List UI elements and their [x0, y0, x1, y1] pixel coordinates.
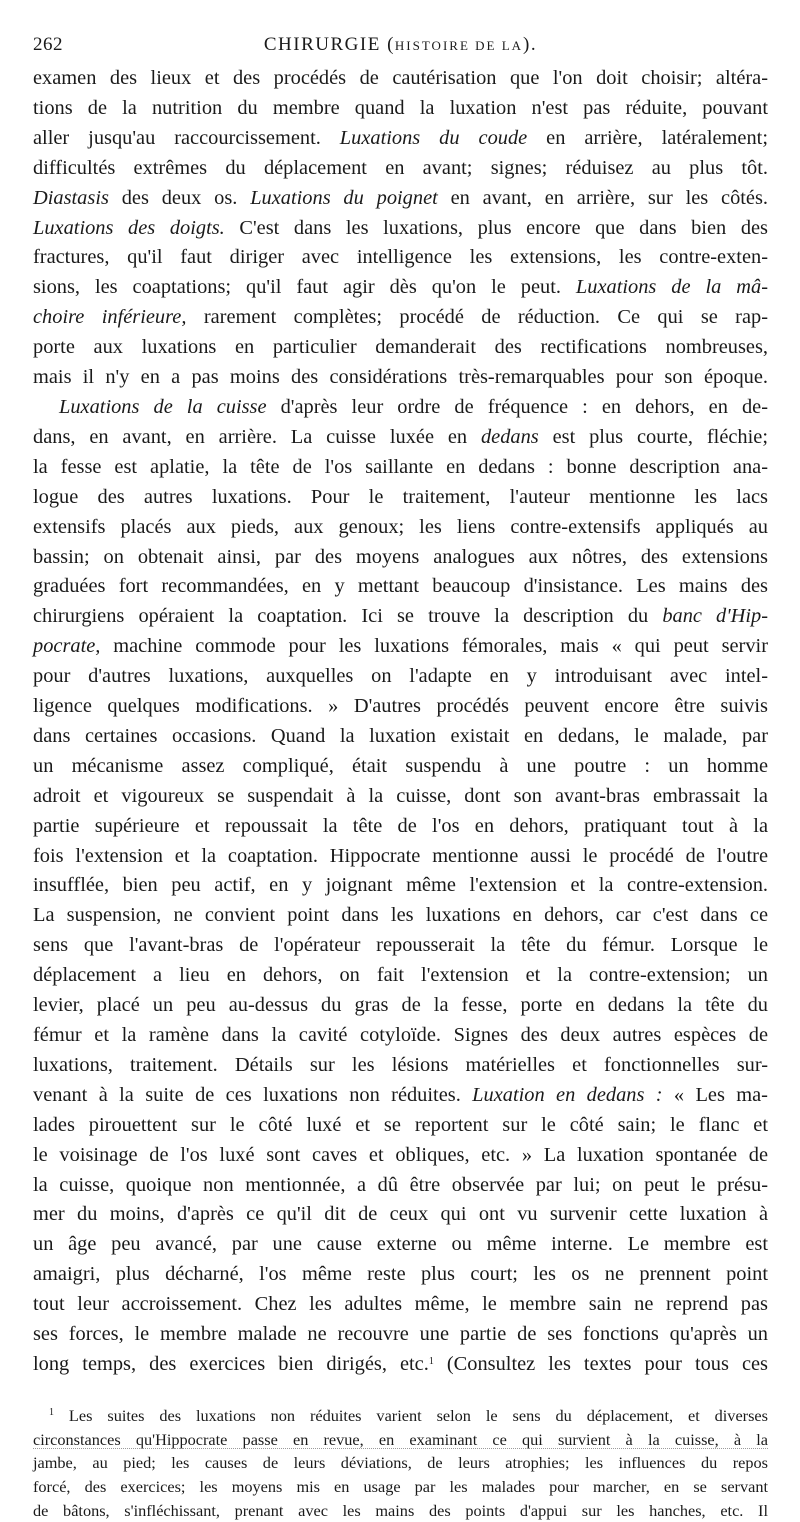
text-run: machine commode pour les luxations fémorales, mais « qui peut servir: [100, 635, 768, 658]
text-line: [33, 842, 768, 872]
text-run: chirurgiens opéraient la coaptation. Ici se trouve la description du: [33, 605, 663, 628]
text-run: mer du moins, d'après ce qu'il dit de ceux qui ont vu survenir cette luxation à: [33, 1203, 768, 1226]
text-line: [33, 184, 768, 214]
text-line: [33, 752, 768, 782]
text-run: extensifs placés aux pieds, aux genoux; les liens contre-extensifs appliqués au: [33, 515, 768, 538]
text-line: [33, 303, 768, 333]
text-run: des deux os.: [108, 186, 251, 209]
text-line: [33, 1171, 768, 1201]
footnote-line: [33, 1499, 768, 1522]
running-title-main: CHIRURGIE: [263, 34, 381, 55]
italic-run: Luxations du poignet: [250, 186, 438, 209]
running-title-close: ).: [523, 34, 538, 55]
text-line: [33, 513, 768, 543]
text-run: le voisinage de l'os luxé sont caves et obliques, etc. » La luxation spontanée de: [33, 1143, 768, 1166]
footnote-text: Les suites des luxations non réduites varient selon le sens du déplacement, et diverses: [54, 1405, 768, 1425]
running-title-small: HISTOIRE DE LA: [394, 38, 524, 53]
text-run: dans, en avant, en arrière. La cuisse luxée en: [33, 425, 481, 448]
italic-run: Luxation en dedans :: [472, 1083, 663, 1106]
italic-run: Luxations des doigts.: [33, 216, 225, 239]
text-line: [33, 991, 768, 1021]
text-run: graduées fort recommandées, en y mettant beaucoup d'insistance. Les mains des: [33, 575, 768, 598]
text-line: [33, 901, 768, 931]
text-run: la fesse est aplatie, la tête de l'os saillante en dedans : bonne description ana-: [33, 455, 768, 478]
text-run: « Les ma-: [662, 1083, 768, 1106]
italic-run: Luxations de la cuisse: [59, 395, 267, 418]
footnote-line: [33, 1451, 768, 1475]
footnote-line: [33, 1475, 768, 1499]
text-run: difficultés extrêmes du déplacement en avant; signes; réduisez au plus tôt.: [33, 156, 768, 179]
body-text: [33, 64, 768, 1380]
text-line: [33, 453, 768, 483]
text-run: fractures, qu'il faut diriger avec intelligence les extensions, les contre-exten-: [33, 246, 768, 269]
italic-run: banc d'Hip-: [662, 605, 768, 628]
text-line: [33, 1260, 768, 1290]
text-line: [33, 572, 768, 602]
text-line: [33, 602, 768, 632]
footnote-text: de bâtons, s'infléchissant, prenant avec les mains des points d'appui sur les hanches, etc. Il: [33, 1500, 768, 1520]
text-line: [33, 782, 768, 812]
text-run: mais il n'y en a pas moins des considérations très-remarquables pour son époque.: [33, 366, 768, 389]
text-line: [33, 692, 768, 722]
italic-run: choire inférieure,: [33, 306, 187, 329]
text-line: [33, 423, 768, 453]
text-line: [33, 1200, 768, 1230]
text-run: ligence quelques modifications. » D'autres procédés peuvent encore être suivis: [33, 695, 768, 718]
text-run: rarement complètes; procédé de réduction. Ce qui se rap-: [186, 306, 768, 329]
text-run: tout leur accroissement. Chez les adultes même, le membre sain ne reprend pas: [33, 1293, 768, 1316]
text-line: [33, 273, 768, 303]
text-line: [33, 363, 768, 393]
running-header: [33, 28, 768, 64]
footnote-text: jambe, au pied; les causes de leurs déviations, de leurs atrophies; les influences du repos: [33, 1453, 768, 1473]
text-line: [33, 243, 768, 273]
text-run: un mécanisme assez compliqué, était suspendu à une poutre : un homme: [33, 754, 768, 777]
text-run: tions de la nutrition du membre quand la luxation n'est pas réduite, pouvant: [33, 96, 768, 119]
text-line: [33, 483, 768, 513]
text-line: [33, 1290, 768, 1320]
text-line: [33, 64, 768, 94]
text-line: [33, 961, 768, 991]
text-line: [33, 333, 768, 363]
text-line: [33, 812, 768, 842]
text-run: venant à la suite de ces luxations non réduites.: [33, 1083, 473, 1106]
text-run: est plus courte, fléchie;: [538, 425, 768, 448]
text-line: [33, 632, 768, 662]
bottom-rule: [33, 1448, 768, 1449]
footnote: [33, 1404, 768, 1522]
text-run: sions, les coaptations; qu'il faut agir dès qu'on le peut.: [33, 276, 576, 299]
text-run: déplacement a lieu en dehors, on fait l'extension et la contre-extension; un: [33, 964, 768, 987]
text-line: [33, 393, 768, 423]
text-line: [33, 871, 768, 901]
footnote-line: [33, 1404, 768, 1428]
running-title-open: (: [380, 34, 395, 55]
text-run: examen des lieux et des procédés de cautérisation que l'on doit choisir; altéra-: [33, 67, 768, 89]
text-run: en arrière, latéralement;: [527, 126, 768, 149]
italic-run: Diastasis: [33, 186, 109, 209]
text-run: amaigri, plus décharné, l'os même reste plus court; les os ne prennent point: [33, 1263, 768, 1286]
text-run: aller jusqu'au raccourcissement.: [33, 126, 340, 149]
text-line: [33, 94, 768, 124]
text-run: un âge peu avancé, par une cause externe ou même interne. Le membre est: [33, 1233, 768, 1256]
text-run: partie supérieure et repoussait la tête de l'os en dehors, pratiquant tout à la: [33, 814, 768, 837]
text-line: [33, 722, 768, 752]
text-line: [33, 662, 768, 692]
text-line: [33, 1021, 768, 1051]
text-line: [33, 1081, 768, 1111]
text-line: [33, 1350, 768, 1380]
text-line: [33, 124, 768, 154]
text-line: [33, 931, 768, 961]
text-run: sens que l'avant-bras de l'opérateur repousserait la tête du fémur. Lorsque le: [33, 934, 768, 957]
text-line: [33, 543, 768, 573]
running-title: [33, 34, 768, 56]
text-run: d'après leur ordre de fréquence : en dehors, en de-: [266, 395, 768, 418]
text-run: porte aux luxations en particulier demanderait des rectifications nombreuses,: [33, 336, 768, 359]
text-run: fémur et la ramène dans la cavité cotyloïde. Signes des deux autres espèces de: [33, 1024, 768, 1046]
text-run: la cuisse, quoique non mentionnée, a dû être observée par lui; on peut le présu-: [33, 1173, 768, 1196]
text-run: dans certaines occasions. Quand la luxation existait en dedans, le malade, par: [33, 724, 768, 747]
footnote-reference: 1: [428, 1355, 434, 1367]
text-run: bassin; on obtenait ainsi, par des moyens analogues aux nôtres, des extensions: [33, 545, 768, 568]
text-line: [33, 214, 768, 244]
page-number: 262: [33, 34, 63, 55]
text-run: adroit et vigoureux se suspendait à la cuisse, dont son avant-bras embrassait la: [33, 784, 768, 807]
footnote-marker: 1: [49, 1406, 54, 1418]
text-run: insufflée, bien peu actif, en y joignant même l'extension et la contre-extension.: [33, 874, 768, 897]
text-run: logue des autres luxations. Pour le traitement, l'auteur mentionne les lacs: [33, 485, 768, 508]
text-run: lades pirouettent sur le côté luxé et se reportent sur le côté sain; le flanc et: [33, 1113, 768, 1136]
text-run: fois l'extension et la coaptation. Hippocrate mentionne aussi le procédé de l'outre: [33, 844, 768, 867]
italic-run: Luxations de la mâ-: [575, 276, 768, 299]
text-run: en avant, en arrière, sur les côtés.: [437, 186, 769, 209]
text-run: levier, placé un peu au-dessus du gras de la fesse, porte en dedans la tête du: [33, 994, 768, 1017]
text-line: [33, 1111, 768, 1141]
text-run: pour d'autres luxations, auxquelles on l'adapte en y introduisant avec intel-: [33, 665, 768, 688]
text-run: luxations, traitement. Détails sur les lésions matérielles et fonctionnelles sur-: [33, 1053, 768, 1076]
text-run: C'est dans les luxations, plus encore que dans bien des: [224, 216, 768, 239]
italic-run: pocrate,: [33, 635, 101, 658]
text-run: long temps, des exercices bien dirigés, etc.: [33, 1352, 429, 1375]
text-run: La suspension, ne convient point dans les luxations en dehors, car c'est dans ce: [33, 904, 768, 927]
italic-run: dedans: [480, 425, 539, 448]
text-line: [33, 154, 768, 184]
text-run: ses forces, le membre malade ne recouvre une partie de ses fonctions qu'après un: [33, 1323, 768, 1346]
italic-run: Luxations du coude: [339, 126, 528, 149]
text-line: [33, 1141, 768, 1171]
footnote-text: forcé, des exercices; les moyens mis en usage par les malades pour marcher, en se servant: [33, 1476, 768, 1496]
text-line: [33, 1051, 768, 1081]
text-line: [33, 1230, 768, 1260]
footnote-text: circonstances qu'Hippocrate passe en revue, en examinant ce qui survient à la cuisse, à la: [33, 1429, 768, 1449]
text-line: [33, 1320, 768, 1350]
text-run: (Consultez les textes pour tous ces: [433, 1352, 768, 1375]
